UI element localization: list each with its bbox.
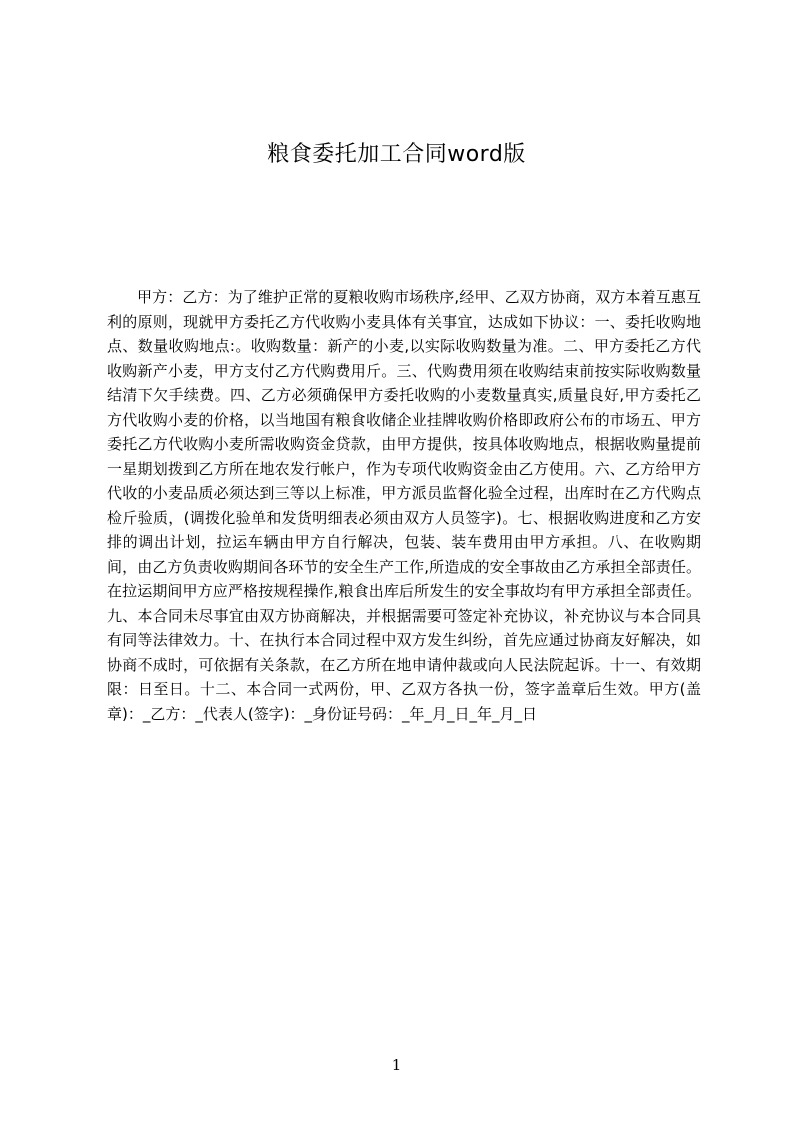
document-title: 粮食委托加工合同word版: [267, 142, 526, 167]
contract-body-paragraph: 甲方：乙方：为了维护正常的夏粮收购市场秩序,经甲、乙双方协商，双方本着互惠互利的原则，现就甲方委托乙方代收购小麦具体有关事宜，达成如下协议：一、委托收购地点、数量收购地点:。收购数量：新产的小麦,以实际收购数量为准。二、甲方委托乙方代收购新产小麦，甲方支付乙方代购费用斤。三、代购费用须在收购结束前按实际收购数量结清下欠手续费。四、乙方必须确保甲方委托收购的小麦数量真实,质量良好,甲方委托乙方代收购小麦的价格，以当地国有粮食收储企业挂牌收购价格即政府公布的市场五、甲方委托乙方代收购小麦所需收购资金贷款，由甲方提供，按具体收购地点，根据收购量提前一星期划拨到乙方所在地农发行帐户，作为专项代收购资金由乙方使用。六、乙方给甲方代收的小麦品质必须达到三等以上标准，甲方派员监督化验全过程，出库时在乙方代购点检斤验质，(调拨化验单和发货明细表必须由双方人员签字)。七、根据收购进度和乙方安排的调出计划，拉运车辆由甲方自行解决，包装、装车费用由甲方承担。八、在收购期间，由乙方负责收购期间各环节的安全生产工作,所造成的安全事故由乙方承担全部责任。在拉运期间甲方应严格按规程操作,粮食出库后所发生的安全事故均有甲方承担全部责任。九、本合同未尽事宜由双方协商解决，并根据需要可签定补充协议，补充协议与本合同具有同等法律效力。十、在执行本合同过程中双方发生纠纷，首先应通过协商友好解决，如协商不成时，可依据有关条款，在乙方所在地申请仲裁或向人民法院起诉。十一、有效期限：日至日。十二、本合同一式两份，甲、乙双方各执一份，签字盖章后生效。甲方(盖章)：_乙方：_代表人(签字)：_身份证号码：_年_月_日_年_月_日: [107, 288, 701, 723]
page-number: 1: [391, 1056, 402, 1074]
